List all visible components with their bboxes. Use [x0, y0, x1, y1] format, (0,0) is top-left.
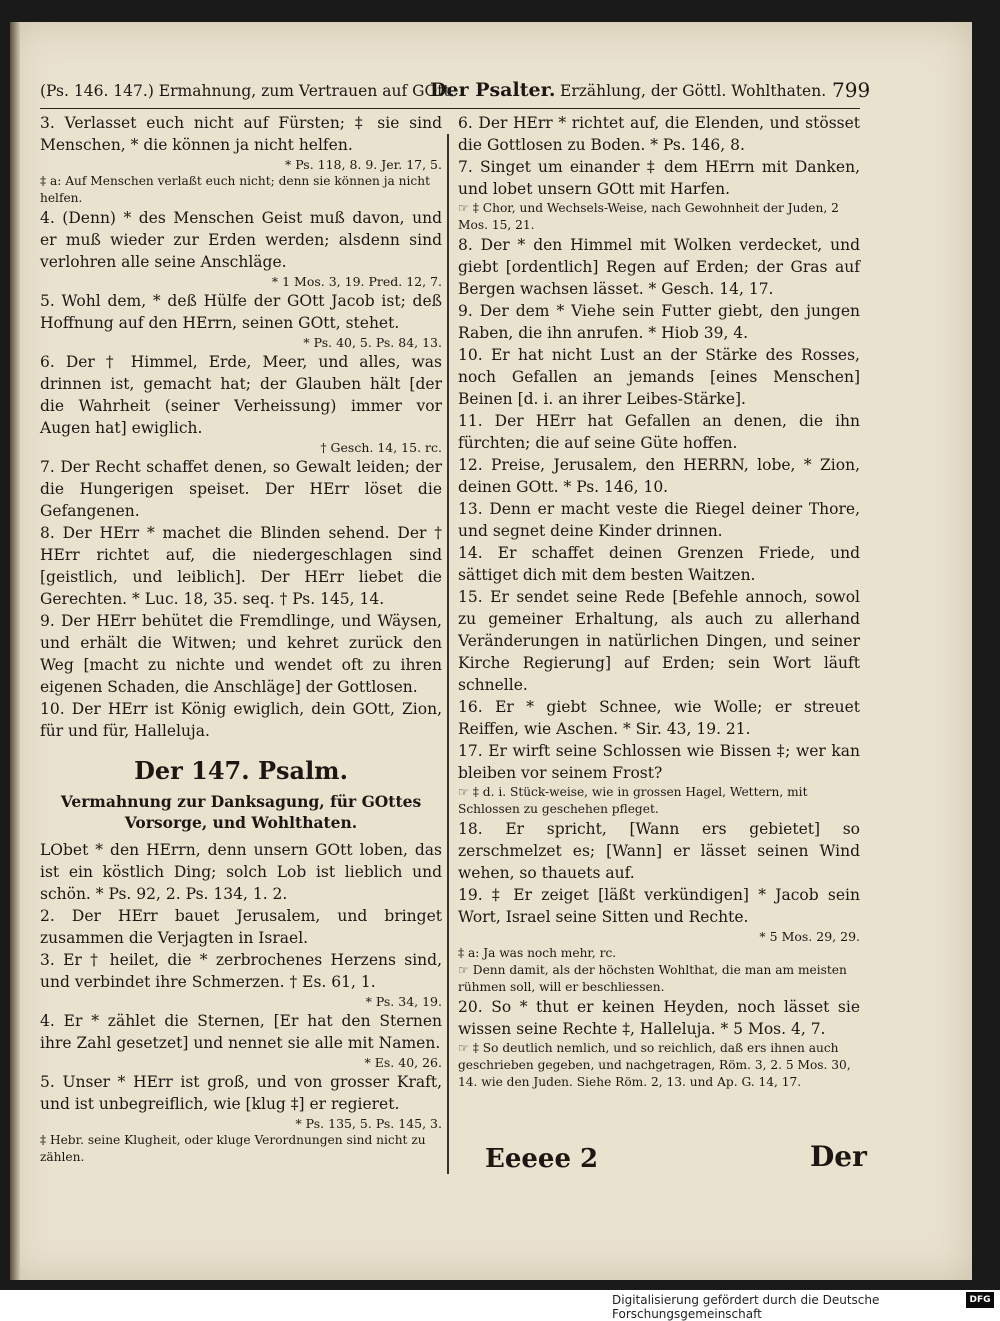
signature-mark: Eeeee 2 [485, 1144, 599, 1174]
psalm-subtitle: Vermahnung zur Danksagung, für GOttes Vorsorge, und Wohlthaten. [60, 792, 422, 832]
dfg-logo: DFG [966, 1292, 994, 1308]
footnote: ‡ Hebr. seine Klugheit, oder kluge Verordnungen sind nicht zu zählen. [40, 1133, 426, 1164]
left-column-blocks [40, 112, 442, 742]
verse: 8. Der * den Himmel mit Wolken verdecket, und giebt [ordentlich] Regen auf Erden; der Gras auf Bergen wachsen lässet. * Gesch. 14, 17. [458, 236, 860, 298]
footnote: ‡ a: Ja was noch mehr, rc. [458, 946, 617, 960]
footnote: ☞ Denn damit, als der höchsten Wohlthat, die man am meisten rühmen soll, will er beschliessen. [458, 963, 847, 994]
cross-reference: * Ps. 34, 19. [365, 994, 442, 1009]
verse: 10. Er hat nicht Lust an der Stärke des Rosses, noch Gefallen an jemands [eines Menschen] Beinen [d. i. an ihrer Leibes-Stärke]. [458, 346, 860, 408]
verse: 8. Der HErr * machet die Blinden sehend. Der † HErr richtet auf, die niedergeschlagen sind [geistlich, und leiblich]. Der HErr liebet die Gerechten. * Luc. 18, 35. seq. † Ps. 145, 14. [40, 524, 442, 608]
verse: 20. So * thut er keinen Heyden, noch lässet sie wissen seine Rechte ‡, Halleluja. * 5 Mos. 4, 7. [458, 998, 860, 1038]
running-head [40, 78, 871, 109]
verse: 13. Denn er macht veste die Riegel deiner Thore, und segnet deine Kinder drinnen. [458, 500, 860, 540]
cross-reference: * Ps. 40, 5. Ps. 84, 13. [303, 335, 442, 350]
right-column-blocks [458, 112, 860, 1091]
verse: 12. Preise, Jerusalem, den HERRN, lobe, * Zion, deinen GOtt. * Ps. 146, 10. [458, 456, 860, 496]
footnote: ☞ ‡ Chor, und Wechsels-Weise, nach Gewohnheit der Juden, 2 Mos. 15, 21. [458, 201, 839, 232]
cross-reference: * Ps. 135, 5. Ps. 145, 3. [295, 1116, 442, 1131]
verse: 7. Singet um einander ‡ dem HErrn mit Danken, und lobet unsern GOtt mit Harfen. [458, 158, 860, 198]
catchword: Der [810, 1140, 867, 1173]
footnote: ‡ a: Auf Menschen verlaßt euch nicht; denn sie können ja nicht helfen. [40, 174, 430, 205]
verse: 9. Der HErr behütet die Fremdlinge, und Wäysen, und erhält die Witwen; und kehret zurück den Weg [macht zu nichte und wendet oft zu ihren eigenen Schaden, die Anschläge] der Gottlosen. [40, 612, 442, 696]
verse: 4. Er * zählet die Sternen, [Er hat den Sternen ihre Zahl gesetzet] und nennet sie alle mit Namen. [40, 1012, 442, 1052]
verse: 3. Verlasset euch nicht auf Fürsten; ‡ sie sind Menschen, * die können ja nicht helfen. [40, 114, 442, 154]
verse: 17. Er wirft seine Schlossen wie Bissen ‡; wer kan bleiben vor seinem Frost? [458, 742, 860, 782]
verse: 6. Der HErr * richtet auf, die Elenden, und stösset die Gottlosen zu Boden. * Ps. 146, 8. [458, 114, 860, 154]
verse: 16. Er * giebt Schnee, wie Wolle; er streuet Reiffen, wie Aschen. * Sir. 43, 19. 21. [458, 698, 860, 738]
verse: LObet * den HErrn, denn unsern GOtt loben, das ist ein köstlich Ding; solch Lob ist lieblich und schön. * Ps. 92, 2. Ps. 134, 1. 2. [40, 841, 442, 903]
verse: 10. Der HErr ist König ewiglich, dein GOtt, Zion, für und für, Halleluja. [40, 700, 442, 740]
column-divider [447, 134, 449, 1174]
footnote: ☞ ‡ So deutlich nemlich, und so reichlich, daß ers ihnen auch geschrieben gegeben, und nachgetragen, Röm. 3, 2. 5 Mos. 30, 14. wie den Juden. Siehe Röm. 2, 13. und Ap. G. 14, 17. [458, 1041, 851, 1089]
footer-bar [0, 1290, 1000, 1321]
verse: 15. Er sendet seine Rede [Befehle annoch, sowol zu gemeiner Erhaltung, als auch zu allerhand Veränderungen in natürlichen Dingen, und seiner Kirche Regierung] auf Erden; sein Wort läuft schnelle. [458, 588, 860, 694]
verse: 11. Der HErr hat Gefallen an denen, die ihn fürchten; die auf seine Güte hoffen. [458, 412, 860, 452]
verse: 18. Er spricht, [Wann ers gebietet] so zerschmelzet es; [Wann] er lässet seinen Wind wehen, so thauets auf. [458, 820, 860, 882]
running-head-title: Der Psalter. [430, 79, 556, 101]
cross-reference: * 1 Mos. 3, 19. Pred. 12, 7. [271, 274, 442, 289]
page-spine [10, 22, 20, 1280]
cross-reference: † Gesch. 14, 15. rc. [320, 440, 442, 455]
verse: 5. Wohl dem, * deß Hülfe der GOtt Jacob ist; deß Hoffnung auf den HErrn, seinen GOtt, stehet. [40, 292, 442, 332]
verse: 19. ‡ Er zeiget [läßt verkündigen] * Jacob sein Wort, Israel seine Sitten und Rechte. [458, 886, 860, 926]
footnote: ☞ ‡ d. i. Stück-weise, wie in grossen Hagel, Wettern, mit Schlossen zu geschehen pfleget. [458, 785, 808, 816]
verse: 7. Der Recht schaffet denen, so Gewalt leiden; der die Hungerigen speiset. Der HErr löset die Gefangenen. [40, 458, 442, 520]
cross-reference: * 5 Mos. 29, 29. [759, 929, 860, 944]
running-head-left: (Ps. 146. 147.) Ermahnung, zum Vertrauen auf GOtt. [40, 82, 455, 100]
verse: 3. Er † heilet, die * zerbrochenes Herzens sind, und verbindet ihre Schmerzen. † Es. 61, 1. [40, 951, 442, 991]
verse: 14. Er schaffet deinen Grenzen Friede, und sättiget dich mit dem besten Waitzen. [458, 544, 860, 584]
psalm-title: Der 147. Psalm. [134, 756, 348, 785]
cross-reference: * Es. 40, 26. [364, 1055, 442, 1070]
page-number: 799 [832, 78, 871, 102]
left-column-blocks-psalm-147 [40, 839, 442, 1166]
verse: 4. (Denn) * des Menschen Geist muß davon, und er muß wieder zur Erden werden; alsdenn sind verlohren alle seine Anschläge. [40, 209, 442, 271]
funding-notice: Digitalisierung gefördert durch die Deutsche Forschungsgemeinschaft [612, 1293, 880, 1321]
book-page [10, 22, 972, 1280]
verse: 2. Der HErr bauet Jerusalem, und bringet zusammen die Verjagten in Israel. [40, 907, 442, 947]
verse: 5. Unser * HErr ist groß, und von grosser Kraft, und ist unbegreiflich, wie [klug ‡] er regieret. [40, 1073, 442, 1113]
cross-reference: * Ps. 118, 8. 9. Jer. 17, 5. [284, 157, 442, 172]
verse: 6. Der † Himmel, Erde, Meer, und alles, was drinnen ist, gemacht hat; der Glauben hält [der die Wahrheit (seiner Verheissung) immer vor Augen hat] ewiglich. [40, 353, 442, 437]
left-column [40, 112, 442, 1166]
right-column [458, 112, 860, 1091]
verse: 9. Der dem * Viehe sein Futter giebt, den jungen Raben, die ihn anrufen. * Hiob 39, 4. [458, 302, 860, 342]
running-head-right: Erzählung, der Göttl. Wohlthaten. [560, 82, 827, 100]
